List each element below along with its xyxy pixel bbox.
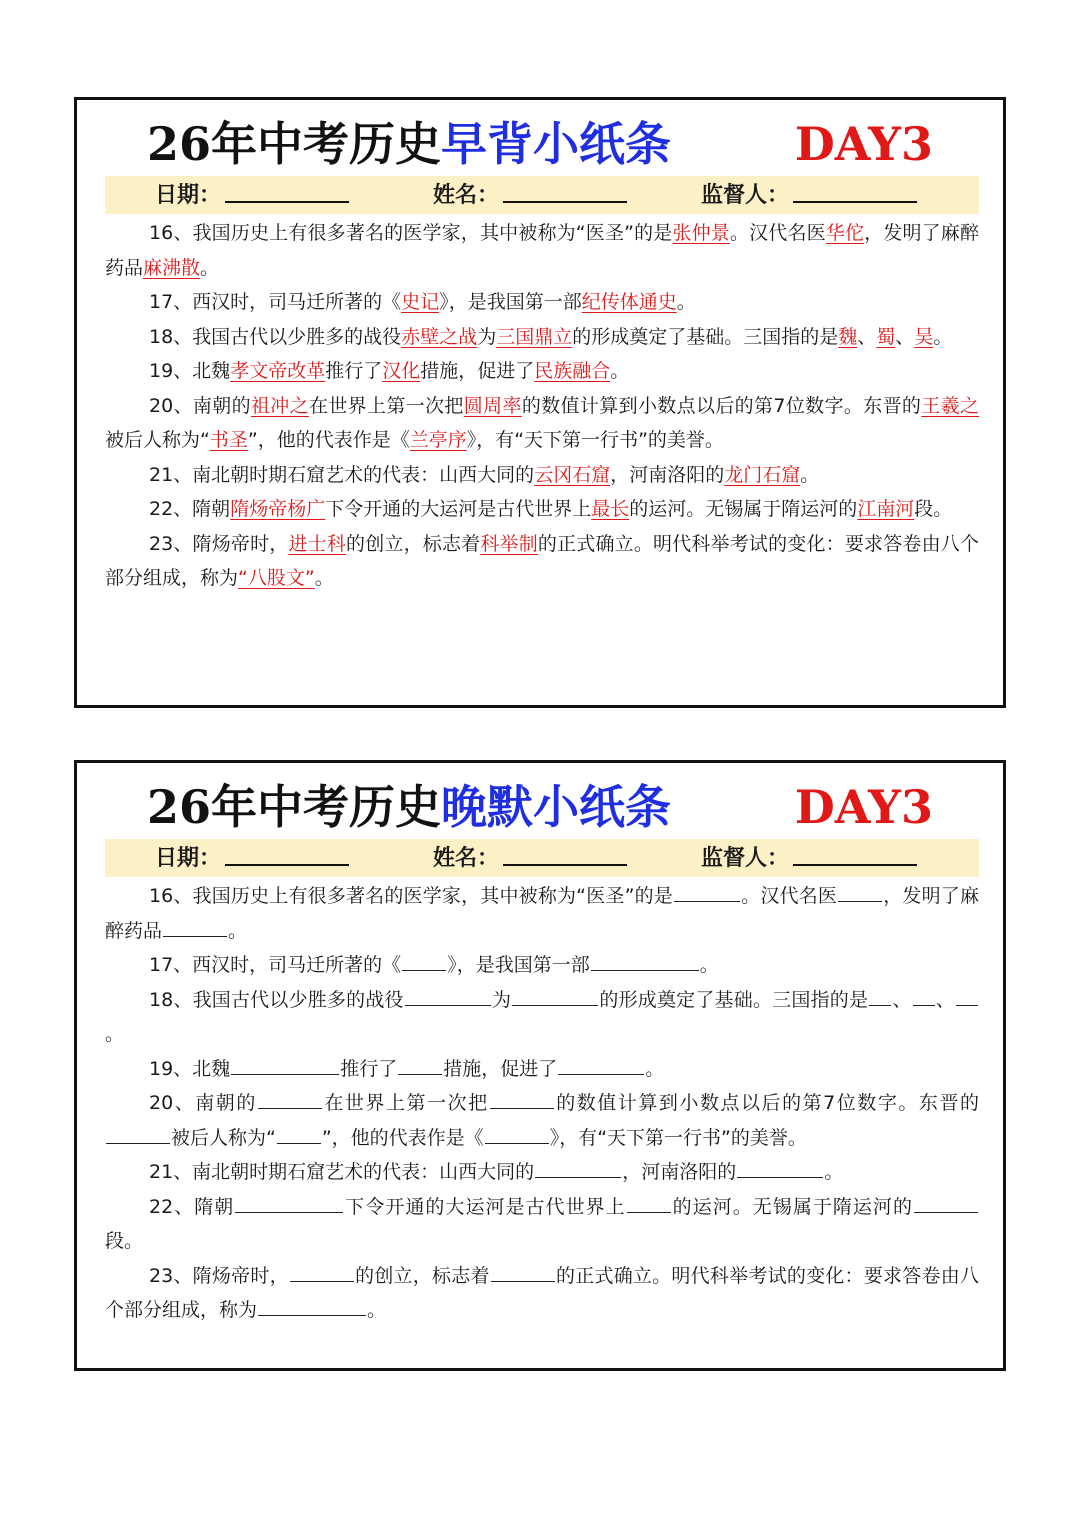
q20-answer-4: 书圣 bbox=[209, 429, 248, 451]
answer-blank[interactable] bbox=[398, 1054, 442, 1075]
q18-text-f: 。 bbox=[933, 325, 953, 348]
q17-answer-1: 史记 bbox=[401, 291, 440, 313]
q16-text-d: 。 bbox=[200, 256, 220, 279]
q16-answer-3: 麻沸散 bbox=[143, 256, 201, 279]
q17-text-b: 》，是我国第一部 bbox=[447, 954, 590, 976]
q20-text-e: ”，他的代表作是《 bbox=[247, 429, 410, 451]
answer-blank[interactable] bbox=[674, 881, 740, 902]
name-label: 姓名： bbox=[433, 182, 500, 208]
q20-text-a: 20、南朝的 bbox=[149, 394, 251, 417]
q19-text-b: 推行了 bbox=[340, 1057, 398, 1080]
answer-blank[interactable] bbox=[277, 1123, 321, 1144]
answer-blank[interactable] bbox=[258, 1088, 322, 1109]
answer-blank[interactable] bbox=[290, 1261, 354, 1282]
question-16 bbox=[105, 216, 979, 285]
name-line bbox=[503, 201, 627, 203]
q23-text-a: 23、隋炀帝时， bbox=[149, 532, 289, 555]
q22-text-a: 22、隋朝 bbox=[149, 1195, 235, 1218]
q17-text-a: 17、西汉时，司马迁所著的《 bbox=[149, 291, 402, 313]
title-prefix: 26年中考历史 bbox=[147, 780, 442, 834]
q23-text-d: 。 bbox=[367, 1299, 387, 1321]
q19-text-d: 。 bbox=[610, 360, 630, 382]
date-field[interactable] bbox=[155, 176, 349, 214]
question-19 bbox=[105, 354, 979, 389]
q18-text-a: 18、我国古代以少胜多的战役 bbox=[149, 325, 402, 348]
answer-blank[interactable] bbox=[535, 1157, 621, 1178]
q18-answer-3: 魏 bbox=[838, 325, 858, 348]
answer-blank[interactable] bbox=[956, 985, 978, 1006]
question-17 bbox=[105, 285, 979, 320]
q20-text-d: 被后人称为“ bbox=[105, 429, 210, 451]
question-list bbox=[105, 216, 979, 596]
question-16 bbox=[105, 879, 979, 948]
title-prefix: 26年中考历史 bbox=[147, 117, 442, 171]
q18-answer-1: 赤壁之战 bbox=[401, 325, 478, 348]
q22-text-a: 22、隋朝 bbox=[149, 498, 231, 520]
answer-blank[interactable] bbox=[106, 1123, 170, 1144]
q16-text-b: 。汉代名医 bbox=[729, 222, 826, 244]
q20-answer-2: 圆周率 bbox=[463, 394, 522, 417]
q18-answer-4: 蜀 bbox=[876, 325, 896, 348]
q23-text-a: 23、隋炀帝时， bbox=[149, 1264, 289, 1287]
q21-text-c: 。 bbox=[800, 463, 820, 486]
answer-blank[interactable] bbox=[558, 1054, 644, 1075]
date-label: 日期： bbox=[155, 182, 222, 208]
q20-text-a: 20、南朝的 bbox=[149, 1092, 257, 1114]
info-bar bbox=[105, 176, 979, 214]
question-18 bbox=[105, 320, 979, 355]
q21-answer-1: 云冈石窟 bbox=[534, 463, 611, 486]
q21-text-a: 21、南北朝时期石窟艺术的代表：山西大同的 bbox=[149, 463, 535, 486]
q16-text-a: 16、我国历史上有很多著名的医学家，其中被称为“医圣”的是 bbox=[149, 222, 673, 244]
q21-text-a: 21、南北朝时期石窟艺术的代表：山西大同的 bbox=[149, 1161, 535, 1183]
q16-text-c: ，发明了麻醉药品 bbox=[105, 885, 979, 942]
question-22 bbox=[105, 492, 979, 527]
q16-text-a: 16、我国历史上有很多著名的医学家，其中被称为“医圣”的是 bbox=[149, 885, 673, 907]
question-22 bbox=[105, 1190, 979, 1259]
q23-answer-1: 进士科 bbox=[288, 532, 347, 555]
answer-blank[interactable] bbox=[485, 1123, 549, 1144]
q19-text-d: 。 bbox=[645, 1057, 665, 1080]
q17-answer-2: 纪传体通史 bbox=[581, 291, 677, 313]
q18-text-e: 、 bbox=[935, 988, 955, 1011]
q18-text-e: 、 bbox=[895, 325, 915, 348]
answer-blank[interactable] bbox=[405, 985, 491, 1006]
q20-text-b: 在世界上第一次把 bbox=[308, 394, 464, 417]
supervisor-line bbox=[793, 201, 917, 203]
q20-text-b: 在世界上第一次把 bbox=[322, 1092, 489, 1114]
morning-card bbox=[74, 97, 1006, 708]
q22-answer-3: 江南河 bbox=[857, 498, 915, 520]
q16-text-c: ，发明了麻醉药品 bbox=[105, 222, 979, 279]
q20-text-f: 》，有“天下第一行书”的美誉。 bbox=[466, 429, 724, 451]
q20-answer-5: 兰亭序 bbox=[409, 429, 467, 451]
q23-text-c: 的正式确立。明代科举考试的变化：要求答卷由八个部分组成，称为 bbox=[105, 1264, 979, 1321]
question-23 bbox=[105, 1259, 979, 1328]
q18-text-b: 为 bbox=[491, 988, 512, 1011]
question-20 bbox=[105, 389, 979, 458]
q18-answer-2: 三国鼎立 bbox=[496, 325, 573, 348]
answer-blank[interactable] bbox=[490, 1088, 554, 1109]
q21-text-c: 。 bbox=[824, 1161, 844, 1183]
supervisor-line bbox=[793, 864, 917, 866]
q23-text-d: 。 bbox=[314, 567, 334, 589]
q19-text-c: 措施，促进了 bbox=[420, 360, 535, 382]
date-field[interactable] bbox=[155, 839, 349, 877]
supervisor-field[interactable] bbox=[701, 176, 917, 214]
question-21 bbox=[105, 458, 979, 493]
q19-text-b: 推行了 bbox=[325, 360, 383, 382]
q20-text-c: 的数值计算到小数点以后的第7位数字。东晋的 bbox=[554, 1092, 979, 1114]
name-field[interactable] bbox=[433, 176, 627, 214]
q17-text-c: 。 bbox=[699, 954, 719, 976]
q18-text-b: 为 bbox=[477, 325, 497, 348]
card-title bbox=[147, 108, 671, 180]
q19-answer-1: 孝文帝改革 bbox=[230, 360, 326, 382]
answer-blank[interactable] bbox=[231, 1054, 339, 1075]
name-label: 姓名： bbox=[433, 845, 500, 871]
q20-answer-3: 王羲之 bbox=[921, 394, 979, 417]
answer-blank[interactable] bbox=[491, 1261, 555, 1282]
name-field[interactable] bbox=[433, 839, 627, 877]
q18-text-d: 、 bbox=[892, 988, 912, 1011]
q22-answer-1: 隋炀帝杨广 bbox=[230, 498, 326, 520]
q22-text-b: 下令开通的大运河是古代世界上 bbox=[344, 1195, 626, 1218]
info-bar bbox=[105, 839, 979, 877]
evening-card bbox=[74, 760, 1006, 1371]
q19-text-a: 19、北魏 bbox=[149, 360, 231, 382]
q18-answer-5: 吴 bbox=[914, 325, 934, 348]
answer-blank[interactable] bbox=[591, 950, 699, 971]
q22-text-c: 的运河。无锡属于隋运河的 bbox=[671, 1195, 913, 1218]
answer-blank[interactable] bbox=[913, 985, 935, 1006]
date-line bbox=[225, 201, 349, 203]
question-17 bbox=[105, 948, 979, 983]
question-19 bbox=[105, 1052, 979, 1087]
date-line bbox=[225, 864, 349, 866]
date-label: 日期： bbox=[155, 845, 222, 871]
answer-blank[interactable] bbox=[838, 881, 882, 902]
supervisor-label: 监督人： bbox=[701, 182, 790, 208]
answer-blank[interactable] bbox=[737, 1157, 823, 1178]
q23-text-b: 的创立，标志着 bbox=[354, 1264, 490, 1287]
q16-answer-1: 张仲景 bbox=[672, 222, 730, 244]
question-21 bbox=[105, 1155, 979, 1190]
q20-text-f: 》，有“天下第一行书”的美誉。 bbox=[549, 1126, 807, 1149]
q19-answer-3: 民族融合 bbox=[534, 360, 611, 382]
q21-answer-2: 龙门石窟 bbox=[724, 463, 801, 486]
q20-text-d: 被后人称为“ bbox=[171, 1126, 276, 1149]
q21-text-b: ，河南洛阳的 bbox=[610, 463, 725, 486]
q18-text-a: 18、我国古代以少胜多的战役 bbox=[149, 988, 404, 1011]
q16-text-b: 。汉代名医 bbox=[740, 885, 838, 907]
q17-text-a: 17、西汉时，司马迁所著的《 bbox=[149, 954, 402, 976]
q22-text-d: 段。 bbox=[105, 1230, 144, 1252]
q16-answer-2: 华佗 bbox=[825, 222, 865, 244]
answer-blank[interactable] bbox=[914, 1192, 978, 1213]
answer-blank[interactable] bbox=[512, 985, 598, 1006]
title-highlight: 晚默小纸条 bbox=[441, 780, 672, 834]
question-18 bbox=[105, 983, 979, 1052]
q18-text-c: 的形成奠定了基础。三国指的是 bbox=[599, 988, 869, 1011]
q20-text-e: ”，他的代表作是《 bbox=[321, 1126, 484, 1149]
q23-text-b: 的创立，标志着 bbox=[346, 532, 481, 555]
q20-answer-1: 祖冲之 bbox=[250, 394, 309, 417]
q18-text-d: 、 bbox=[857, 325, 877, 348]
q19-text-a: 19、北魏 bbox=[149, 1057, 231, 1080]
answer-blank[interactable] bbox=[869, 985, 891, 1006]
q19-text-c: 措施，促进了 bbox=[443, 1057, 558, 1080]
day-label: DAY3 bbox=[794, 780, 933, 834]
answer-blank[interactable] bbox=[235, 1192, 343, 1213]
q23-answer-3: “八股文” bbox=[238, 567, 315, 589]
q22-answer-2: 最长 bbox=[591, 498, 630, 520]
q23-text-c: 的正式确立。明代科举考试的变化：要求答卷由八个部分组成，称为 bbox=[105, 532, 979, 589]
answer-blank[interactable] bbox=[258, 1295, 366, 1316]
q22-text-c: 的运河。无锡属于隋运河的 bbox=[629, 498, 858, 520]
title-highlight: 早背小纸条 bbox=[441, 117, 672, 171]
answer-blank[interactable] bbox=[402, 950, 446, 971]
question-list bbox=[105, 879, 979, 1328]
q19-answer-2: 汉化 bbox=[382, 360, 421, 382]
q17-text-c: 。 bbox=[676, 291, 696, 313]
question-20 bbox=[105, 1086, 979, 1155]
supervisor-label: 监督人： bbox=[701, 845, 790, 871]
supervisor-field[interactable] bbox=[701, 839, 917, 877]
q22-text-d: 段。 bbox=[914, 498, 953, 520]
q17-text-b: 》，是我国第一部 bbox=[439, 291, 582, 313]
q21-text-b: ，河南洛阳的 bbox=[622, 1161, 737, 1183]
answer-blank[interactable] bbox=[627, 1192, 671, 1213]
name-line bbox=[503, 864, 627, 866]
q16-text-d: 。 bbox=[228, 919, 248, 942]
q20-text-c: 的数值计算到小数点以后的第7位数字。东晋的 bbox=[521, 394, 922, 417]
q22-text-b: 下令开通的大运河是古代世界上 bbox=[325, 498, 592, 520]
q18-text-c: 的形成奠定了基础。三国指的是 bbox=[572, 325, 839, 348]
q18-text-f: 。 bbox=[105, 1023, 125, 1045]
card-title bbox=[147, 771, 671, 843]
day-label: DAY3 bbox=[794, 117, 933, 171]
question-23 bbox=[105, 527, 979, 596]
q23-answer-2: 科举制 bbox=[480, 532, 538, 555]
answer-blank[interactable] bbox=[163, 916, 227, 937]
